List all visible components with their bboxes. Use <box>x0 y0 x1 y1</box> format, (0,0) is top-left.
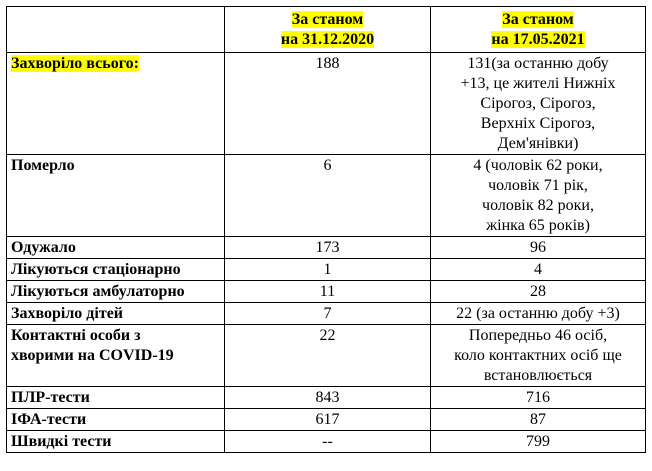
value-2020-recovered: 173 <box>225 237 431 259</box>
header-2021 <box>431 7 646 53</box>
value-2020-outpatient: 11 <box>225 281 431 303</box>
covid-stats-table <box>6 6 646 453</box>
value-2020-elisa-tests: 617 <box>225 409 431 431</box>
value-2020-rapid-tests: -- <box>225 431 431 453</box>
value-line: Верхніх Сірогоз, <box>480 115 596 132</box>
value-2021-died <box>431 155 646 237</box>
table-row <box>7 53 646 155</box>
label-line: хворими на COVID-19 <box>11 347 174 364</box>
table-row <box>7 155 646 237</box>
value-2020-inpatient: 1 <box>225 259 431 281</box>
table-row <box>7 281 646 303</box>
label-line: Контактні особи з <box>11 327 141 344</box>
value-line: чоловік 71 рік, <box>488 177 588 194</box>
header-2020-line1: За станом <box>291 11 364 28</box>
value-line: Сірогоз, Сірогоз, <box>480 95 596 112</box>
header-2021-line2: на 17.05.2021 <box>491 31 585 48</box>
table-row <box>7 409 646 431</box>
header-empty-cell <box>7 7 225 53</box>
value-2021-total-sick <box>431 53 646 155</box>
value-2021-children-sick: 22 (за останню добу +3) <box>431 303 646 325</box>
table-row <box>7 431 646 453</box>
table-row <box>7 325 646 387</box>
row-label-recovered: Одужало <box>7 237 225 259</box>
table-header-row <box>7 7 646 53</box>
value-line: Попередньо 46 осіб, <box>468 327 608 344</box>
header-2020-line2: на 31.12.2020 <box>280 31 375 48</box>
row-label-total-sick <box>7 53 225 155</box>
value-line: жінка 65 років) <box>486 217 590 234</box>
value-2021-pcr-tests: 716 <box>431 387 646 409</box>
value-line: 131(за останню добу <box>467 55 609 72</box>
row-label-rapid-tests: Швидкі тести <box>7 431 225 453</box>
row-label-children-sick: Захворіло дітей <box>7 303 225 325</box>
row-label-total-sick-text: Захворіло всього: <box>11 55 139 72</box>
value-2021-recovered: 96 <box>431 237 646 259</box>
value-line: коло контактних осіб ще <box>454 347 622 364</box>
value-2020-died: 6 <box>225 155 431 237</box>
row-label-outpatient: Лікуються амбулаторно <box>7 281 225 303</box>
value-line: чоловік 82 роки, <box>482 197 594 214</box>
row-label-elisa-tests: ІФА-тести <box>7 409 225 431</box>
header-2020 <box>225 7 431 53</box>
value-line: встановлюється <box>483 367 593 384</box>
value-2021-contacts <box>431 325 646 387</box>
value-line: 4 (чоловік 62 роки, <box>473 157 603 174</box>
row-label-contacts <box>7 325 225 387</box>
row-label-pcr-tests: ПЛР-тести <box>7 387 225 409</box>
value-2021-outpatient: 28 <box>431 281 646 303</box>
value-line: +13, це жителі Нижніх <box>460 75 616 92</box>
value-2020-total-sick: 188 <box>225 53 431 155</box>
value-2021-elisa-tests: 87 <box>431 409 646 431</box>
table-row <box>7 303 646 325</box>
value-2020-children-sick: 7 <box>225 303 431 325</box>
table-row <box>7 387 646 409</box>
table-row <box>7 259 646 281</box>
value-2020-contacts: 22 <box>225 325 431 387</box>
value-line: Дем'янівки) <box>497 135 579 152</box>
value-2021-inpatient: 4 <box>431 259 646 281</box>
header-2021-line1: За станом <box>502 11 574 28</box>
row-label-died: Померло <box>7 155 225 237</box>
value-2021-rapid-tests: 799 <box>431 431 646 453</box>
row-label-inpatient: Лікуються стаціонарно <box>7 259 225 281</box>
value-2020-pcr-tests: 843 <box>225 387 431 409</box>
table-row <box>7 237 646 259</box>
